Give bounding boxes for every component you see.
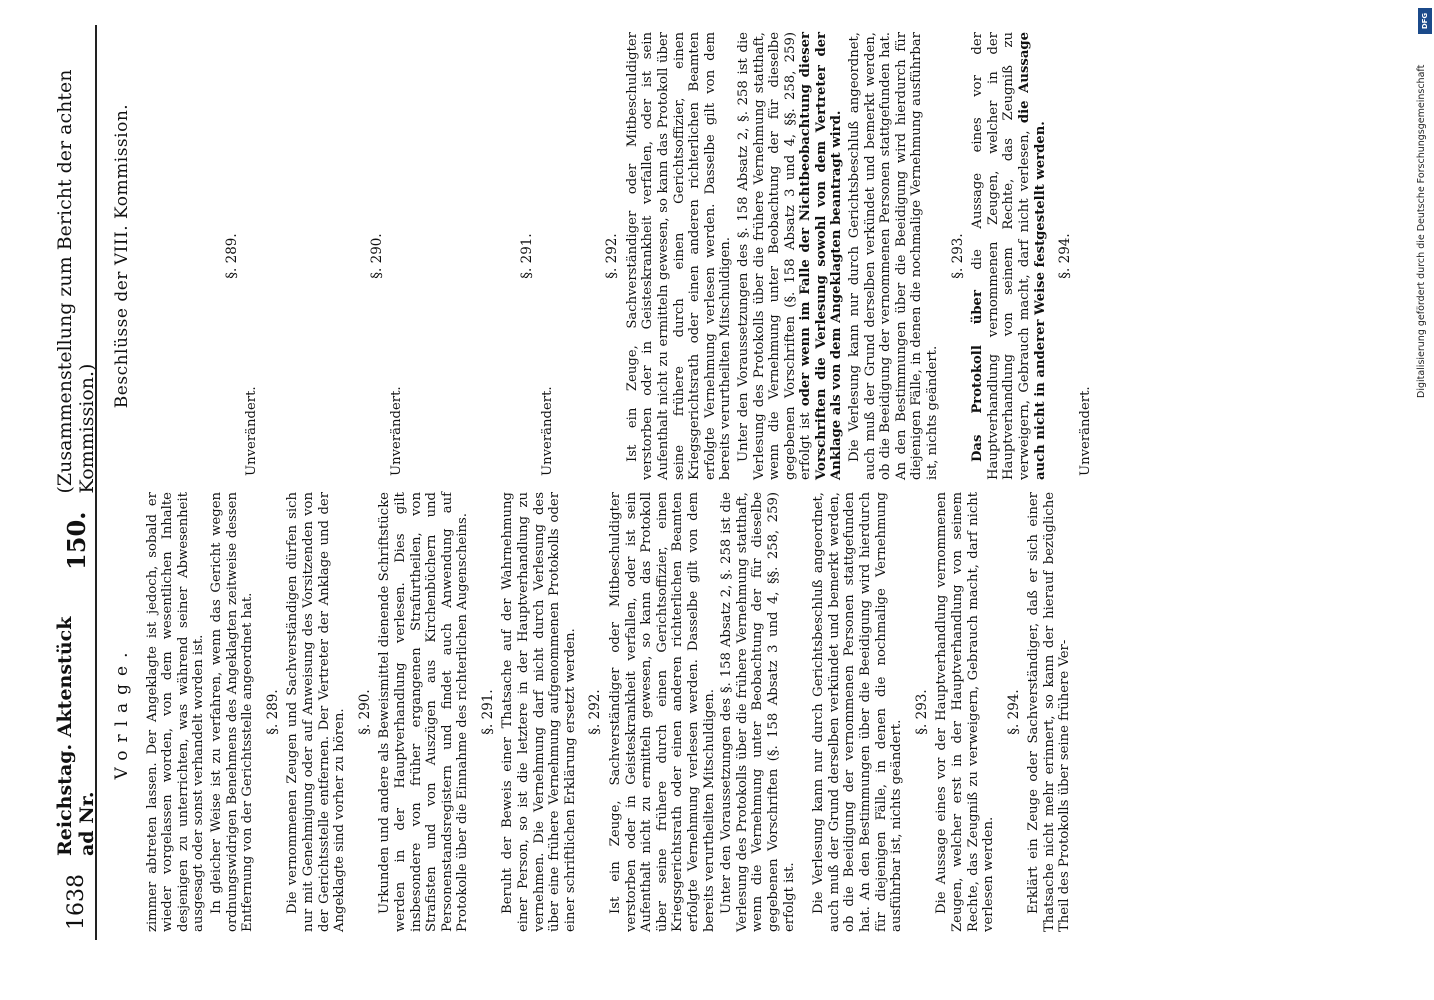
section-label-290-right: §. 290. — [368, 233, 385, 279]
page-header — [54, 10, 98, 930]
section-text-293-right — [970, 32, 1048, 480]
digitization-credit — [1412, 8, 1432, 998]
section-text-293-right-bold2: die Aussage auch nicht in anderer Weise festgestellt werden. — [1017, 32, 1048, 480]
section-text-292-right-p2 — [736, 32, 845, 480]
header-number: 150. — [61, 511, 91, 570]
section-label-291: §. 291. — [479, 689, 496, 735]
column-heading-beschluesse: Beschlüsse der VIII. Kommission. — [112, 103, 132, 409]
section-label-294-right: §. 294. — [1057, 233, 1074, 279]
section-text-291: Beruht der Beweis einer Thatsache auf der Wahrnehmung einer Person, so ist die letztere in der Hauptverhandlung zu vernehmen. Die Vernehmung darf nicht durch Verlesung des über eine frühere Vernehmung aufgenommenen Protokolls oder einer schriftlichen Erklärung ersetzt werden. — [500, 492, 578, 932]
section-label-294: §. 294. — [1005, 689, 1022, 735]
section-label-290: §. 290. — [356, 689, 373, 735]
status-unveraendert-289: Unverändert. — [244, 386, 260, 476]
section-text-293-right-bold1: Das Protokoll über — [970, 290, 986, 462]
section-label-293: §. 293. — [913, 689, 930, 735]
dfg-logo-text: DFG — [1421, 12, 1429, 30]
intro-paragraph-2: In gleicher Weise ist zu verfahren, wenn das Gericht wegen ordnungswidrigen Benehmens des Angeklagten zeitweise dessen Entfernung von der Gerichtsstelle angeordnet hat. — [208, 492, 256, 932]
section-text-289: Die vernommenen Zeugen und Sachverständigen dürfen sich nur mit Genehmigung oder auf Anweisung des Vorsitzenden von der Gerichtsstelle entfernen. Der Vertreter der Anklage und der Angeklagte sind vorher zu hören. — [285, 492, 348, 932]
header-rule — [95, 25, 97, 940]
section-text-293-right-plain: die Aussage eines vor der Hauptverhandlung vernommenen Zeugen, welcher in der Hauptverhandlung von seinem Rechte, das Zeugniß zu verweigern, Gebrauch macht, darf nicht verlesen, — [970, 32, 1032, 480]
section-label-289: §. 289. — [264, 689, 281, 735]
page-number: 1638 — [63, 874, 89, 930]
section-text-292-right-p2-amendment: oder wenn im Falle der Nichtbeobachtung dieser Vorschriften die Verlesung sowohl von dem Vertreter der Anklage als von dem Angeklagten beantragt wird. — [798, 32, 845, 480]
section-text-294: Erklärt ein Zeuge oder Sachverständiger, daß er sich einer Thatsache nicht mehr erinnert, so kann der hierauf bezügliche Theil des Protokolls über seine frühere Ver- — [1026, 492, 1073, 932]
header-subtitle: (Zusammenstellung zum Bericht der achten Kommission.) — [54, 69, 98, 494]
section-text-292-p1: Ist ein Zeuge, Sachverständiger oder Mitbeschuldigter verstorben oder in Geisteskrankheit verfallen, oder ist sein Aufenthalt nicht zu ermitteln gewesen, so kann das Protokoll über seine frühere durch einen Gerichtsoffizier, einen Kriegsgerichtsrath oder einen anderen richterlichen Beamten erfolgte Vernehmung verlesen werden. Dasselbe gilt von dem bereits verurtheilten Mitschuldigen. — [608, 492, 717, 932]
section-text-292-right-p1: Ist ein Zeuge, Sachverständiger oder Mitbeschuldigter verstorben oder in Geisteskrankheit verfallen, oder ist sein Aufenthalt nicht zu ermitteln gewesen, so kann das Protokoll über seine frühere durch einen Gerichtsoffizier, einen Kriegsgerichtsrath oder einen anderen richterlichen Beamten erfolgte Vernehmung verlesen werden. Dasselbe gilt von dem bereits verurtheilten Mitschuldigen. — [624, 32, 734, 480]
column-beschluesse — [105, 32, 1093, 480]
intro-paragraph-1: zimmer abtreten lassen. Der Angeklagte ist jedoch, sobald er wieder vorgelassen worden, von dem wesentlichen Inhalte desjenigen zu unterrichten, was während seiner Abwesenheit ausgesagt oder sonst verhandelt worden ist. — [144, 492, 207, 932]
section-text-290: Urkunden und andere als Beweismittel dienende Schriftstücke werden in der Hauptverhandlung verlesen. Dies gilt insbesondere von früher ergangenen Strafurtheilen, von Strafisten und von Auszügen aus Kirchenbüchern und Personenstandsregistern und findet auch Anwendung auf Protokolle über die Einnahme des richterlichen Augenscheins. — [377, 492, 471, 932]
section-text-292-p3: Die Verlesung kann nur durch Gerichtsbeschluß angeordnet, auch muß der Grund derselben verkündet und bemerkt werden, ob die Beeidigung der vernommenen Personen stattgefunden hat. An den Bestimmungen über die Beeidigung wird hierdurch für diejenigen Fälle, in denen die nochmalige Vernehmung ausführbar ist, nichts geändert. — [811, 492, 905, 932]
status-unveraendert-291: Unverändert. — [539, 386, 555, 476]
dfg-logo — [1418, 8, 1432, 34]
section-text-292-right-p3: Die Verlesung kann nur durch Gerichtsbeschluß angeordnet, auch muß der Grund derselben verkündet und bemerkt werden, ob die Beeidigung der vernommenen Personen stattgefunden hat. An den Bestimmungen über die Beeidigung wird hierdurch für diejenigen Fälle, in denen die nochmalige Vernehmung ausführbar ist, nichts geändert. — [847, 32, 941, 480]
status-unveraendert-294: Unverändert. — [1077, 386, 1093, 476]
column-heading-vorlage: Vorlage. — [112, 644, 132, 780]
section-label-292: §. 292. — [587, 689, 604, 735]
header-title: Reichstag. Aktenstück ad Nr. — [54, 616, 98, 856]
section-label-291-right: §. 291. — [518, 233, 535, 279]
section-label-293-right: §. 293. — [949, 233, 966, 279]
section-label-292-right: §. 292. — [604, 233, 621, 279]
column-vorlage — [105, 492, 1075, 932]
status-unveraendert-290: Unverändert. — [389, 386, 405, 476]
section-text-293: Die Aussage eines vor der Hauptverhandlung vernommenen Zeugen, welcher erst in der Hauptverhandlung von seinem Rechte, das Zeugniß zu verweigern, Gebrauch macht, darf nicht verlesen werden. — [934, 492, 997, 932]
section-text-292-p2: Unter den Voraussetzungen des §. 158 Absatz 2, §. 258 ist die Verlesung des Protokolls über die frühere Vernehmung statthaft, wenn die Vernehmung unter Beobachtung der für dieselbe gegebenen Vorschriften (§. 158 Absatz 3 und 4, §§. 258, 259) erfolgt ist. — [719, 492, 797, 932]
section-text-292-right-p2-plain: Unter den Voraussetzungen des §. 158 Absatz 2, §. 258 ist die Verlesung des Protokolls über die frühere Vernehmung statthaft, wenn die Vernehmung unter Beobachtung der für dieselbe gegebenen Vorschriften (§. 158 Absatz 3 und 4, §§. 258, 259) erfolgt ist — [735, 32, 814, 480]
digitization-credit-text: Digitalisierung gefördert durch die Deutsche Forschungsgemeinschaft — [1416, 64, 1427, 398]
section-label-289-right: §. 289. — [223, 233, 240, 279]
